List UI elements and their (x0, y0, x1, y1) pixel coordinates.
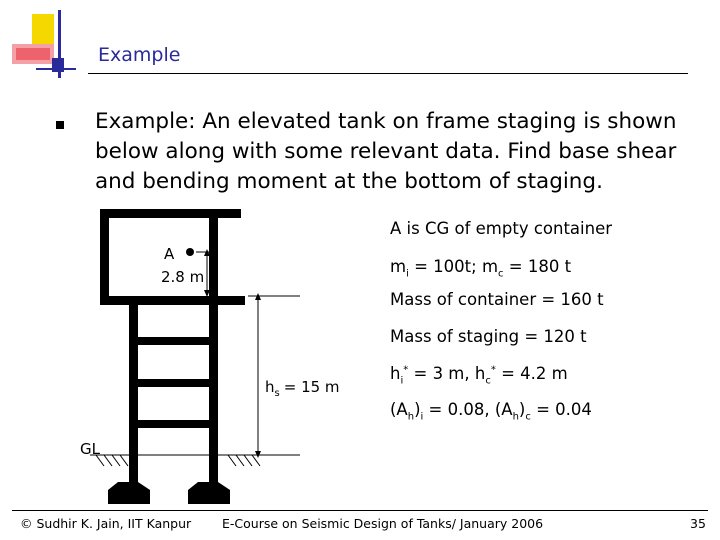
footer-course: E-Course on Seismic Design of Tanks/ January 2006 (222, 516, 544, 531)
ground-hatch-left (96, 455, 128, 466)
page-number: 35 (690, 516, 706, 531)
right-column (209, 305, 218, 485)
container-mass: Mass of container = 160 t (390, 290, 604, 309)
brace-3 (129, 420, 218, 428)
cg-note: A is CG of empty container (390, 219, 613, 238)
slide-title: Example (98, 44, 181, 66)
problem-statement: Example: An elevated tank on frame staging is shown below along with some relevant data. Find base shear and bending moment at the bottom of staging. (95, 109, 677, 194)
brace-2 (129, 379, 218, 387)
left-footing (108, 482, 150, 504)
right-footing (188, 482, 230, 504)
left-column (129, 305, 138, 485)
cg-point (186, 248, 194, 256)
tank-left-wall (100, 209, 109, 305)
ground-hatch-right (228, 455, 260, 466)
height-parameters: $h_i^* = 3$ m, $h_c^* = 4.2$ m (390, 364, 568, 387)
tank-right-wall (209, 209, 218, 305)
staging-height-label: $h_s = 15$ m (265, 378, 340, 399)
tank-roof (100, 209, 241, 218)
tank-floor (100, 296, 245, 305)
point-a-label: A (164, 245, 175, 263)
brace-1 (129, 337, 218, 345)
spectral-coefficients: $(A_h)_i = 0.08$, $(A_h)_c = 0.04$ (390, 400, 592, 423)
footer-author: © Sudhir K. Jain, IIT Kanpur (20, 516, 192, 531)
footer-divider (12, 510, 708, 511)
staging-mass: Mass of staging = 120 t (390, 327, 587, 346)
ground-level-label: GL (80, 440, 100, 458)
impulsive-convective-mass: $m_i = 100t$; $m_c = 180$ t (390, 257, 572, 280)
depth-label: 2.8 m (161, 268, 205, 286)
